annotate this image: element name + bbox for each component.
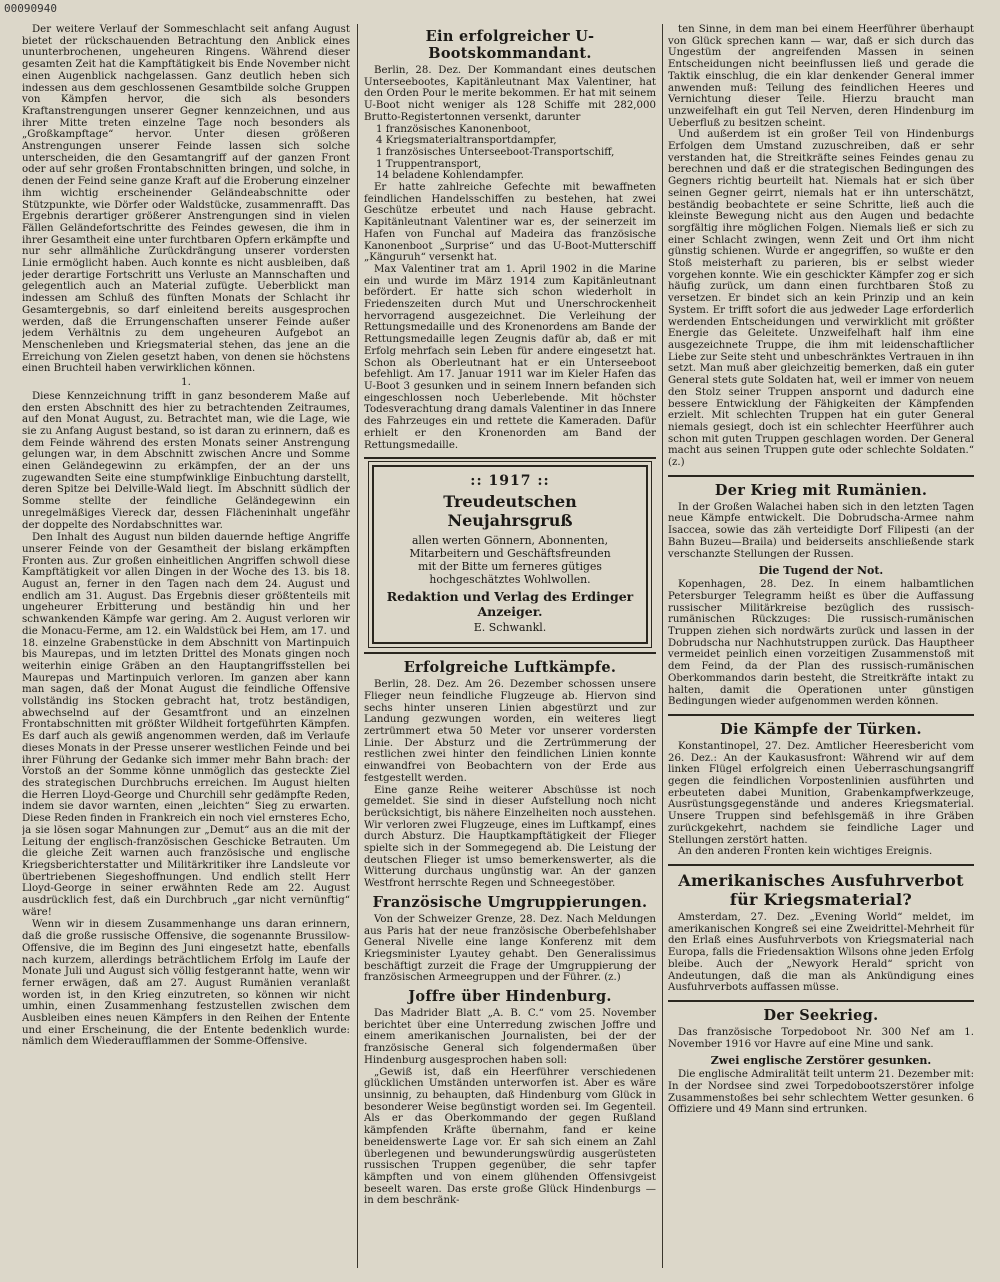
list-item: 4 Kriegsmaterialtransportdampfer, <box>376 135 557 147</box>
separator <box>668 864 974 866</box>
column-middle <box>364 24 656 1268</box>
ad-line: allen werten Gönnern, Abonnenten, <box>412 534 608 548</box>
ad-line: mit der Bitte um ferneres gütiges <box>418 560 602 574</box>
ad-year: :: 1917 :: <box>470 473 550 490</box>
article-paragraph: Die englische Admiralität teilt unterm 21. Dezember mit: In der Nordsee sind zwei Torpedobootszerstörer infolge Zusammenstoßes bei sehr schlechtem Wetter gesunken. 6 Offiziere und 49 Mann sind ertrunken. <box>668 1069 974 1116</box>
article-paragraph: Das französische Torpedoboot Nr. 300 Nef am 1. November 1916 vor Havre auf eine Mine und sank. <box>668 1026 974 1050</box>
article-paragraph: Er hatte zahlreiche Gefechte mit bewaffneten feindlichen Handelsschiffen zu bestehen, hat zwei Geschütze erbeutet und nach Hause gebracht. Kapitänleutnant Valentiner war es, der seinerzeit im Hafen von Funchal auf Madeira das französische Kanonenboot „Surprise“ und das U-Boot-Mutterschiff „Känguruh“ versenkt hat. <box>364 182 656 264</box>
headline-ausfuhrverbot-line2: für Kriegsmaterial? <box>729 890 913 909</box>
page-id: 00090940 <box>4 2 57 15</box>
separator <box>668 714 974 716</box>
article-paragraph: Max Valentiner trat am 1. April 1902 in die Marine ein und wurde im März 1914 zum Kapitänleutnant befördert. Er hatte sich schon wiederholt in Friedenszeiten durch Mut und Unerschrockenheit hervorragend ausgezeichnet. Die Verleihung der Rettungsmedaille und des Kronenordens am Bande der Rettungsmedaille legen Zeugnis dafür ab, daß er mit Erfolg mehrfach sein Leben für andere eingesetzt hat. Schon als Oberleutnant hat er ein Unterseeboot befehligt. Am 17. Januar 1911 war im Kieler Hafen das U-Boot 3 gesunken und in seinem Innern befanden sich eingeschlossen noch Ueberlebende. Mit höchster Todesverachtung drang damals Valentiner in das Innere des Fahrzeuges ein und rettete die Kameraden. Dafür erhielt er den Kronenorden am Band der Rettungsmedaille. <box>364 263 656 451</box>
new-year-greeting-ad <box>372 465 648 644</box>
headline-tuerken: Die Kämpfe der Türken. <box>720 720 922 738</box>
headline-rumaenien: Der Krieg mit Rumänien. <box>714 481 928 499</box>
column-right <box>668 24 974 1268</box>
ad-line: hochgeschätztes Wohlwollen. <box>429 573 591 587</box>
article-paragraph: Von der Schweizer Grenze, 28. Dez. Nach Meldungen aus Paris hat der neue französische Oberbefehlshaber General Nivelle eine lange Konferenz mit dem Kriegsminister Lyautey gehabt. Den Generalissimus beschäftigt zurzeit die Frage der Umgruppierung der französischen Armeegruppen und der Führer. (z.) <box>364 913 656 984</box>
article-paragraph: An den anderen Fronten kein wichtiges Ereignis. <box>678 846 933 858</box>
headline-luftkaempfe: Erfolgreiche Luftkämpfe. <box>403 659 617 677</box>
article-paragraph: Der weitere Verlauf der Sommeschlacht seit anfang August bietet der rückschauenden Betrachtung den Anblick eines ununterbrochenen, ungeheuren Ringens. Während dieser gesamten Zeit hat die Kampftätigkeit bis Ende November nicht einen Augenblick nachgelassen. Ganz deutlich heben sich indessen aus dem geschlossenen Gesamtbilde solche Gruppen von Kämpfen hervor, die sich als besonders Kraftanstrengungen unserer Gegner kennzeichnen, und aus ihrer Mitte treten einzelne Tage noch besonders als „Großkampftage“ hervor. Unter diesen größeren Anstrengungen unserer Feinde lassen sich solche unterscheiden, die den Gesamtangriff auf der ganzen Front oder auf sehr großen Frontabschnitten bringen, und solche, in denen der Feind seine ganze Kraft auf die Eroberung einzelner ihm wichtig erscheinender Geländeabschnitte oder Stützpunkte, wie Dörfer oder Waldstücke, zusammenrafft. Das Ergebnis derartiger größerer Anstrengungen sind in vielen Fällen Geländefortschritte des Feindes gewesen, die ihm in ihrer Gesamtheit eine unter furchtbaren Opfern erkämpfte und nur sehr allmähliche Zurückdrängung unserer vordersten Linie ermöglicht haben. Auch konnte es nicht ausbleiben, daß jeder derartige Fortschritt uns Verluste an Mannschaften und gelegentlich auch an Material zufügte. Ueberblickt man indessen am Schluß des fünften Monats der Schlacht ihr Gesamtergebnis, so darf einleitend bereits ausgesprochen werden, daß die Errungenschaften unserer Feinde außer jedem Verhältnis zu dem ungeheuren Aufgebot an Menschenleben und Kriegsmaterial stehen, das jene an die Erreichung von Zielen gesetzt haben, von denen sie höchstens einen Bruchteil haben verwirklichen können. <box>22 24 350 375</box>
section-number: 1. <box>180 376 192 389</box>
headline-seekrieg: Der Seekrieg. <box>763 1006 879 1024</box>
list-item: 1 französisches Kanonenboot, <box>376 123 531 135</box>
list-item: 1 Truppentransport, <box>376 158 482 170</box>
article-paragraph: Berlin, 28. Dez. Am 26. Dezember schossen unsere Flieger neun feindliche Flugzeuge ab. Hiervon sind sechs hinter unseren Linien abgestürzt und zur Landung gezwungen worden, ein weiteres liegt zertrümmert etwa 50 Meter vor unserer vordersten Linie. Der Absturz und die Zertrümmerung der restlichen zwei hinter den feindlichen Linien konnte einwandfrei von Beobachtern von der Erde aus festgestellt werden. <box>364 679 656 784</box>
article-paragraph: Das Madrider Blatt „A. B. C.“ vom 25. November berichtet über eine Unterredung zwischen Joffre und einem amerikanischen Journalisten, bei der der französische General sich folgendermaßen über Hindenburg ausgesprochen haben soll: <box>364 1008 656 1066</box>
ad-line: Mitarbeitern und Geschäftsfreunden <box>409 547 611 561</box>
article-paragraph: Und außerdem ist ein großer Teil von Hindenburgs Erfolgen dem Umstand zuzuschreiben, daß er sehr verstanden hat, die Streitkräfte seines Feindes genau zu berechnen und daß er die strategischen Bedingungen des Gegners richtig beurteilt hat. Niemals hat er sich über seinen Gegner geirrt, niemals hat er ihn unterschätzt, beständig beobachtete er seine Schritte, ließ auch die kleinste Bewegung nicht aus den Augen und bedachte sorgfältig ihre möglichen Folgen. Niemals ließ er sich zu einer Schlacht zwingen, wenn Zeit und Ort ihm nicht günstig schienen. Wurde er angegriffen, so wußte er den Stoß meisterhaft zu parieren, bis er selbst wieder vorgehen konnte. Wie ein geschickter Kämpfer zog er sich häufig zurück, um dann einen furchtbaren Stoß zu versetzen. Er bindet sich an kein Prinzip und an kein System. Er trifft sofort die aus jedweder Lage erforderlich werdenden Entscheidungen und verwirklicht mit größter Energie das Geleitete. Unzweifelhaft half ihm eine ausgezeichnete Truppe, die ihm mit leidenschaftlicher Liebe zur Seite steht und unbeschränktes Vertrauen in ihn setzt. Man muß aber gleichzeitig bemerken, daß ein guter General stets gute Soldaten hat, weil er immer von neuem den Stolz seiner Truppen anspornt und dadurch eine bessere Entwicklung der Fähigkeiten der Kämpfenden erzielt. Mit schlechten Truppen hat ein guter General niemals gesiegt, doch ist ein schlechter Heerführer auch schon mit guten Truppen geschlagen worden. Der General macht aus seinen Truppen gute oder schlechte Soldaten.“ (z.) <box>668 129 974 469</box>
ad-signature: E. Schwankl. <box>473 621 547 635</box>
separator <box>364 457 656 459</box>
column-rule-2 <box>662 24 663 1268</box>
article-paragraph: ten Sinne, in dem man bei einem Heerführer überhaupt von Glück sprechen kann — war, daß er sich durch das Ungestüm der angreifenden Massen in seinen Entscheidungen nicht beeinflussen ließ und gerade die Taktik einschlug, die ein klar denkender General immer anwenden muß: Teilung des feindlichen Heeres und Vernichtung dieser Teile. Hierzu braucht man unzweifelhaft ein gut Teil Nerven, deren Hindenburg im Ueberfluß zu besitzen scheint. <box>668 24 974 129</box>
article-paragraph: In der Großen Walachei haben sich in den letzten Tagen neue Kämpfe entwickelt. Die Dobrudscha-Armee nahm Isaccea, sowie das zäh verteidigte Dorf Filipesti (an der Bahn Buzeu—Braila) und beiderseits anschließende stark verschanzte Stellungen der Russen. <box>668 501 974 560</box>
article-paragraph: Wenn wir in diesem Zusammenhange uns daran erinnern, daß die große russische Offensive, die sogenannte Brussilow-Offensive, die im Beginn des Juni eingesetzt hatte, ebenfalls nach kurzem, allerdings beträchtlichem Erfolg im Laufe der Monate Juli und August sich völlig festgerannt hatte, wenn wir ferner erwägen, daß am 27. August Rumänien veranlaßt worden ist, in den Krieg einzutreten, so können wir nicht umhin, einen Zusammenhang festzustellen zwischen dem Ausbleiben eines neuen Kämpfers in den Reihen der Entente und einer Erscheinung, die der Entente bedenklich wurde: nämlich dem Wiederaufflammen der Somme-Offensive. <box>22 919 350 1048</box>
headline-joffre: Joffre über Hindenburg. <box>408 988 612 1006</box>
separator <box>364 652 656 654</box>
subheadline-zerstoerer: Zwei englische Zerstörer gesunken. <box>710 1054 932 1068</box>
headline-ausfuhrverbot: Amerikanisches Ausfuhrverbot <box>678 871 964 890</box>
ad-greeting: Treudeutschen Neujahrsgruß <box>443 492 577 531</box>
list-item: 1 französisches Unterseeboot-Transportschiff, <box>376 146 615 158</box>
headline-u-boot: Ein erfolgreicher U-Bootskommandant. <box>425 28 595 62</box>
article-paragraph: Berlin, 28. Dez. Der Kommandant eines deutschen Unterseebootes, Kapitänleutnant Max Valentiner, hat den Orden Pour le merite bekommen. Er hat mit seinem U-Boot nicht weniger als 128 Schiffe mit 282,000 Brutto-Registertonnen versenkt, darunter <box>364 65 656 123</box>
list-item: 14 beladene Kohlendampfer. <box>376 170 524 182</box>
article-paragraph: „Gewiß ist, daß ein Heerführer verschiedenen glücklichen Umständen unterworfen ist. Aber es wäre unsinnig, zu behaupten, daß Hindenburg vom Glück in besonderer Weise begünstigt worden sei. Im Gegenteil. Als er das Oberkommando der gegen Rußland kämpfenden Kräfte übernahm, fand er keine beneidenswerte Lage vor. Er sah sich einem an Zahl überlegenen und bewunderungswürdig ausgerüsteten russischen Truppen gegenüber, die sehr tapfer kämpften und von einem glühenden Offensivgeist beseelt waren. Das erste große Glück Hindenburgs — in dem beschränk- <box>364 1066 656 1207</box>
article-paragraph: Amsterdam, 27. Dez. „Evening World“ meldet, im amerikanischen Kongreß sei eine Zweidrittel-Mehrheit für den Erlaß eines Ausfuhrverbots von Kriegsmaterial nach Europa, falls die Friedensaktion Wilsons ohne jeden Erfolg bleibe. Auch der „Newyork Herald“ spricht von Andeutungen, daß die man als Ankündigung eines Ausfuhrverbots auffassen müsse. <box>668 912 974 994</box>
article-paragraph: Konstantinopel, 27. Dez. Amtlicher Heeresbericht vom 26. Dez.: An der Kaukasusfront: Während wir auf dem linken Flügel erfolgreich einen Ueberraschungsangriff gegen die feindlichen Vorpostenlinien ausführten und erbeuteten dabei Munition, Grabenkampfwerkzeuge, Ausrüstungsgegenstände und anderes Kriegsmaterial. Unsere Truppen sind befehlsgemäß in ihre Gräben zurückgekehrt, nachdem sie feindliche Lager und Stellungen zerstört hatten. <box>668 740 974 846</box>
ship-list <box>364 124 656 183</box>
separator <box>668 475 974 477</box>
article-paragraph: Den Inhalt des August nun bilden dauernde heftige Angriffe unserer Feinde von der Gesamtheit der bislang erkämpften Fronten aus. Zur großen einheitlichen Angriffen schwoll diese Kampftätigkeit vor allen Dingen in der Woche des 13. bis 18. August an, ferner in den Tagen nach dem 24. August und endlich am 31. August. Das Ergebnis dieser größtenteils mit ungeheurer Erbitterung und beständig hin und her schwankenden Kämpfe war gering. Am 2. August verloren wir die Monacu-Ferme, am 12. ein Waldstück bei Hem, am 17. und 18. einzelne Grabenstücke in dem Abschnitt von Martinpuich bis Maurepas, und im letzten Drittel des Monats gingen noch weiterhin einige Gräben an den Hauptangriffsstellen bei Maurepas und Martinpuich verloren. Im ganzen aber kann man sagen, daß der Monat August die feindliche Offensive vollständig ins Stocken gebracht hat, trotz beständigen, abwechselnd auf der Gesamtfront und an einzelnen Frontabschnitten mit größter Wildheit fortgeführten Kämpfen. Es darf auch als gewiß angenommen werden, daß im Verlaufe dieses Monats in der Presse unserer westlichen Feinde und bei ihrer Führung der Gedanke sich immer mehr Bahn brach: der Vorstoß an der Somme könne unmöglich das gesteckte Ziel des strategischen Durchbruchs erreichen. Im August hielten die Herren Lloyd-George und Churchill sehr gedämpfte Reden, indem sie davor warnten, einen „leichten“ Sieg zu erwarten. Diese Reden finden in Frankreich ein noch viel ernsteres Echo, ja sie lösen sogar Mahnungen zur „Demut“ aus an die mit der Leitung der englisch-französischen Geschicke Betrauten. Um die gleiche Zeit warnen auch französische und englische Kriegsberichterstatter und Militärkritiker ihre Landsleute vor übertriebenen Siegeshoffnungen. Und endlich stellt Herr Lloyd-George in seiner erwähnten Rede am 22. August ausdrücklich fest, daß ein Durchbruch „gar nicht vernünftig“ wäre! <box>22 532 350 918</box>
ad-publisher: Redaktion und Verlag des Erdinger Anzeiger. <box>386 589 634 620</box>
article-paragraph: Diese Kennzeichnung trifft in ganz besonderem Maße auf den ersten Abschnitt des hier zu betrachtenden Zeitraumes, auf den Monat August, zu. Betrachtet man, wie die Lage, wie sie zu Anfang August bestand, so ist daran zu erinnern, daß es dem Feinde während des ersten Monats seiner Anstrengung gelungen war, in dem Abschnitt zwischen Ancre und Somme einen Geländegewinn zu erkämpfen, der an der uns zugewandten Seite eine stumpfwinklige Einbuchtung darstellt, deren Spitze bei Delville-Wald liegt. Im Abschnitt südlich der Somme stellte der feindliche Geländegewinn ein unregelmäßiges Viereck dar, dessen Flächeninhalt ungefähr der doppelte des Nordabschnittes war. <box>22 390 350 531</box>
separator <box>668 1000 974 1002</box>
column-left <box>22 24 350 1268</box>
article-paragraph: Eine ganze Reihe weiterer Abschüsse ist noch gemeldet. Sie sind in dieser Aufstellung noch nicht berücksichtigt, bis nähere Einzelheiten noch ausstehen. Wir verloren zwei Flugzeuge, eines im Luftkampf, eines durch Absturz. Die Hauptkampftätigkeit der Flieger spielte sich in der Sommegegend ab. Die Leistung der deutschen Flieger ist umso bemerkenswerter, als die Witterung durchaus ungünstig war. An der ganzen Westfront herrschte Regen und Schneegestöber. <box>364 784 656 890</box>
column-rule-1 <box>357 24 358 1268</box>
subheadline-tugend: Die Tugend der Not. <box>758 564 884 578</box>
article-paragraph: Kopenhagen, 28. Dez. In einem halbamtlichen Petersburger Telegramm heißt es über die Auffassung russischer Militärkreise bezüglich des russisch-rumänischen Rückzuges: Die russisch-rumänischen Truppen ziehen sich nordwärts zurück und lassen in der Dobrudscha nur Nachhutstruppen zurück. Das Hauptheer vermeidet peinlich einen vorzeitigen Zusammenstoß mit dem Feind, da der Plan des russisch-rumänischen Oberkommandos darin besteht, die Streitkräfte intakt zu halten, damit die Operationen unter günstigen Bedingungen wieder aufgenommen werden können. <box>668 579 974 708</box>
headline-umgruppierungen: Französische Umgruppierungen. <box>372 893 648 911</box>
